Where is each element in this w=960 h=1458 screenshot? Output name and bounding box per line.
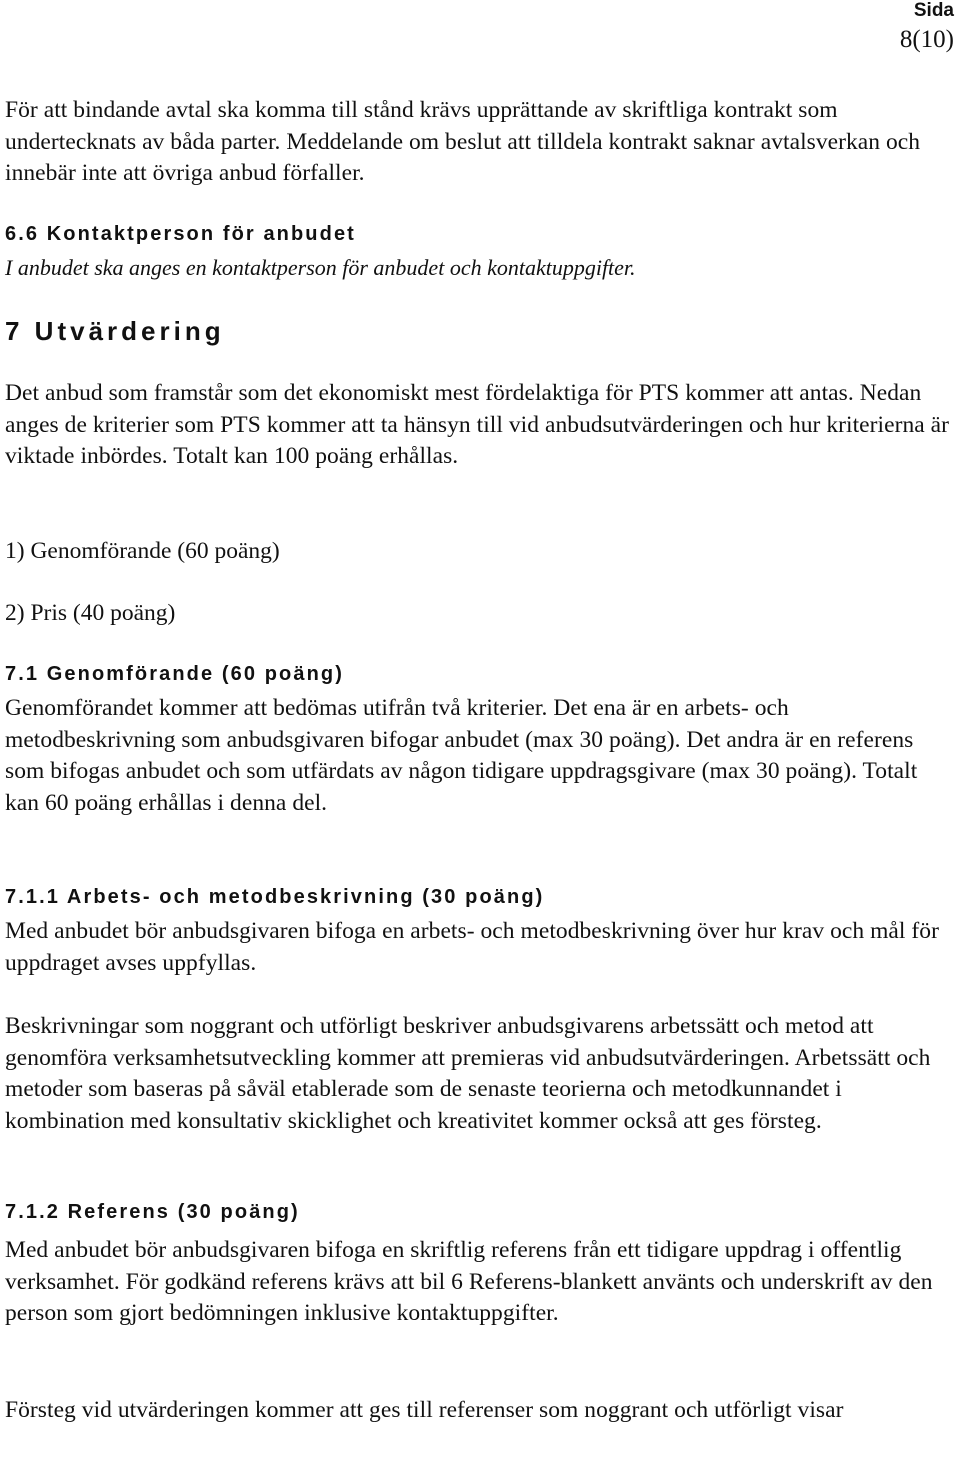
- section-7-1-1-para1: Med anbudet bör anbudsgivaren bifoga en arbets- och metodbeskrivning över hur krav och mål för uppdraget avses uppfyllas.: [5, 918, 939, 976]
- page-number: 8(10): [899, 26, 954, 53]
- referens-conditions-text: För godkänd referens krävs att bil 6 Referens-blankett använts och underskrift av den person som gjort bedömningen inklusive kontaktuppgifter.: [5, 1268, 933, 1326]
- section-7-1-text: Genomförandet kommer att bedömas utifrån två kriterier. Det ena är en arbets- och metodbeskrivning som anbudsgivaren bifogar anbudet (max 30 poäng). Det andra är en referens som bifogas anbudet och som utfärdats av någon tidigare uppdragsgivare (max 30 poäng). Totalt kan 60 poäng erhållas i denna del.: [5, 695, 918, 816]
- section-6-6-text: I anbudet ska anges en kontaktperson för anbudet och kontaktuppgifter.: [5, 255, 636, 280]
- section-6-6-heading: 6.6 Kontaktperson för anbudet: [5, 223, 356, 245]
- section-7-text: Det anbud som framstår som det ekonomiskt mest fördelaktiga för PTS kommer att antas. Nedan anges de kriterier som PTS kommer att ta hänsyn till vid anbudsutvärderingen och hur kriterierna är viktade inbördes. Totalt kan 100 poäng erhållas.: [5, 380, 950, 469]
- section-7-1-2-para2: Försteg vid utvärderingen kommer att ges till referenser som noggrant och utförligt visar: [5, 1397, 844, 1423]
- criteria-item-genomforande: 1) Genomförande (60 poäng): [5, 538, 280, 564]
- page-label: Sida: [913, 0, 954, 21]
- section-7-1-1-heading: 7.1.1 Arbets- och metodbeskrivning (30 poäng): [5, 886, 545, 908]
- section-7-1-heading: 7.1 Genomförande (60 poäng): [5, 663, 344, 685]
- section-7-1-2-para1: [5, 1235, 955, 1330]
- criteria-item-pris: 2) Pris (40 poäng): [5, 600, 176, 626]
- page-header: [834, 0, 954, 55]
- referens-requirement-text: Med anbudet bör anbudsgivaren bifoga en skriftlig referens från ett tidigare uppdrag i offentlig verksamhet.: [5, 1237, 902, 1295]
- section-7-1-2-heading: 7.1.2 Referens (30 poäng): [5, 1201, 300, 1223]
- section-7-heading: 7 Utvärdering: [5, 316, 225, 346]
- intro-paragraph: För att bindande avtal ska komma till stånd krävs upprättande av skriftliga kontrakt som undertecknats av båda parter. Meddelande om beslut att tilldela kontrakt saknar avtalsverkan och innebär inte att övriga anbud förfaller.: [5, 97, 921, 186]
- section-7-1-1-para2: Beskrivningar som noggrant och utförligt beskriver anbudsgivarens arbetssätt och metod att genomföra verksamhetsutveckling kommer att premieras vid anbudsutvärderingen. Arbetssätt och metoder som baseras på såväl etablerade som de senaste teorierna och metodkunnandet i kombination med konsultativ skicklighet och kreativitet kommer också att ges försteg.: [5, 1013, 931, 1134]
